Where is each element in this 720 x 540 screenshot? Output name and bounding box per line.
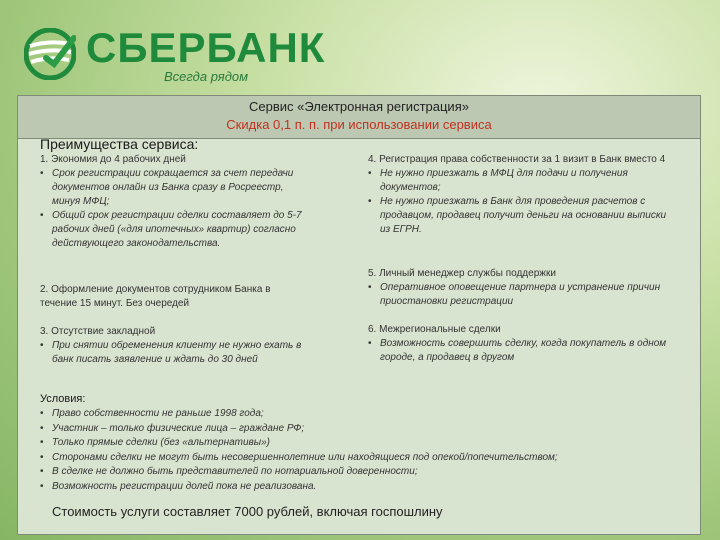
advantage-3 [40, 325, 310, 367]
condition-item: • Возможность регистрации долей пока не реализована. [40, 480, 690, 495]
discount-subtitle: Скидка 0,1 п. п. при использовании сервиса [226, 117, 492, 132]
advantage-1-heading: 1. Экономия до 4 рабочих дней [40, 154, 186, 165]
advantage-6-bullet: • Возможность совершить сделку, когда покупатель в одном городе, а продавец в другом [368, 337, 668, 365]
advantage-6 [368, 323, 668, 365]
panel-titlebar [18, 96, 700, 139]
condition-item: • Сторонами сделки не могут быть несовершеннолетние или находящиеся под опекой/попечительством; [40, 451, 690, 466]
price-note: Стоимость услуги составляет 7000 рублей, включая госпошлину [52, 504, 443, 519]
advantage-5-heading: 5. Личный менеджер службы поддержки [368, 268, 556, 279]
advantage-1-bullet: • Срок регистрации сокращается за счет передачи документов онлайн из Банка сразу в Росреестр, минуя МФЦ; [40, 167, 310, 209]
advantage-1-bullet: • Общий срок регистрации сделки составляет до 5-7 рабочих дней («для ипотечных» квартир) согласно действующего законодательства. [40, 209, 310, 251]
advantages-title: Преимущества сервиса: [40, 136, 199, 152]
advantage-5 [368, 267, 668, 309]
advantage-4-heading: 4. Регистрация права собственности за 1 визит в Банк вместо 4 [368, 154, 666, 165]
advantage-1 [40, 153, 310, 251]
service-panel [17, 95, 701, 535]
advantage-4 [368, 153, 668, 237]
advantage-4-bullet: • Не нужно приезжать в МФЦ для подачи и получения документов; [368, 167, 668, 195]
conditions-list [40, 407, 690, 494]
condition-item: • Право собственности не раньше 1998 года; [40, 407, 690, 422]
condition-item: • Только прямые сделки (без «альтернативы») [40, 436, 690, 451]
advantage-4-bullet: • Не нужно приезжать в Банк для проведения расчетов с продавцом, продавец получит деньги на основании выписки из ЕГРН. [368, 195, 668, 237]
sberbank-logo-icon [24, 28, 76, 80]
header [0, 0, 720, 95]
condition-item: • Участник – только физические лица – граждане РФ; [40, 422, 690, 437]
page-title: Сервис «Электронная регистрация» [249, 99, 469, 114]
brand-slogan: Всегда рядом [164, 69, 249, 84]
advantage-2-heading: 2. Оформление документов сотрудником Банка в течение 15 минут. Без очередей [40, 284, 271, 309]
brand-name: СБЕРБАНК [86, 24, 326, 71]
advantage-5-bullet: • Оперативное оповещение партнера и устранение причин приостановки регистрации [368, 281, 668, 309]
advantage-6-heading: 6. Межрегиональные сделки [368, 324, 501, 335]
advantage-3-heading: 3. Отсутствие закладной [40, 326, 156, 337]
advantage-2 [40, 283, 310, 311]
advantage-3-bullet: • При снятии обременения клиенту не нужно ехать в банк писать заявление и ждать до 30 дней [40, 339, 310, 367]
condition-item: • В сделке не должно быть представителей по нотариальной доверенности; [40, 465, 690, 480]
conditions-title: Условия: [40, 393, 86, 405]
